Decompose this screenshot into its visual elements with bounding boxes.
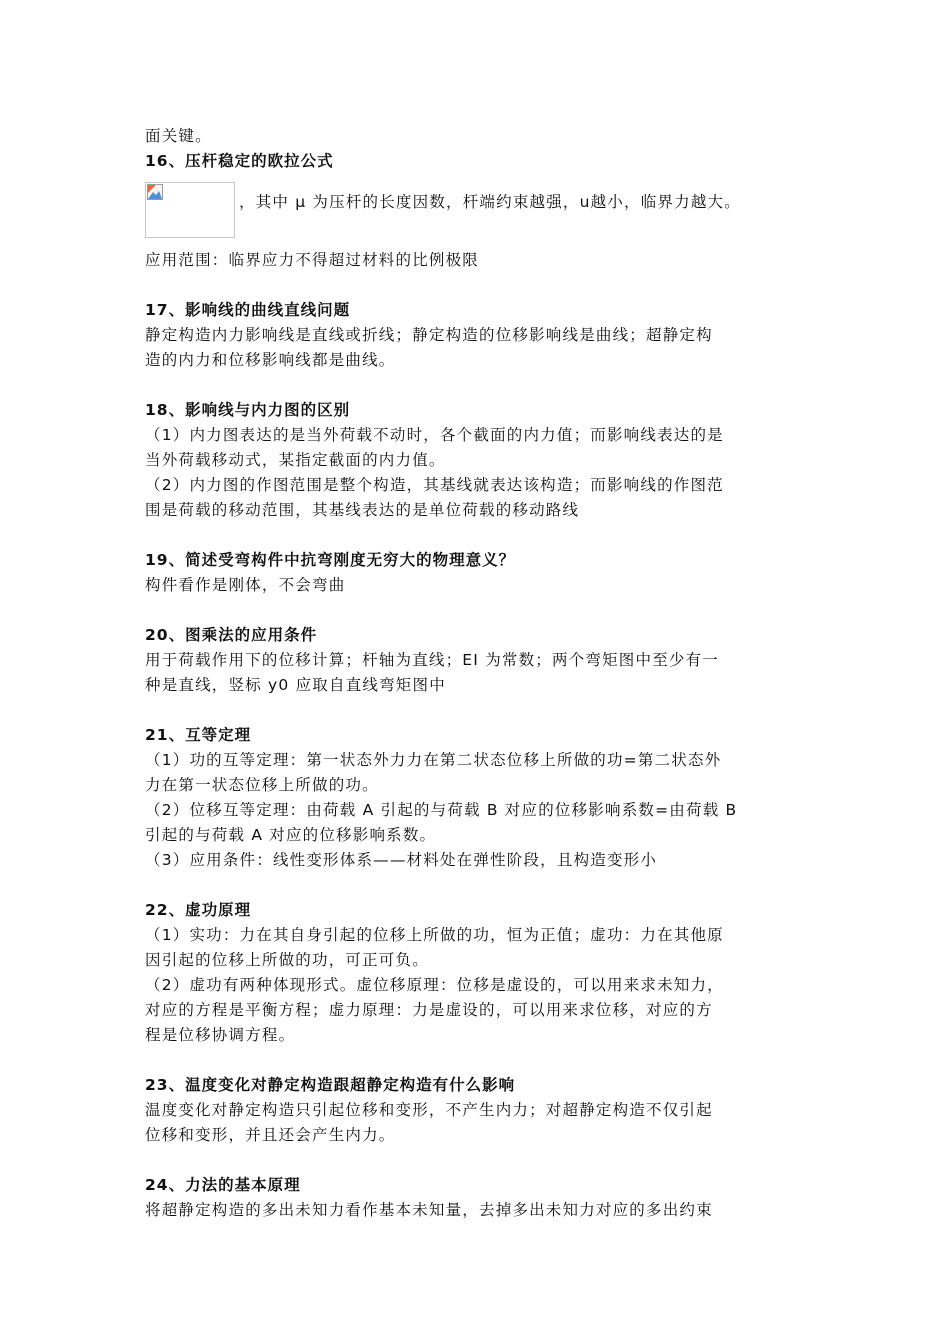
formula-note: ，其中 μ 为压杆的长度因数，杆端约束越强，u越小，临界力越大。 (239, 193, 741, 211)
section-heading-20: 20、图乘法的应用条件 (145, 626, 318, 644)
paragraph-line: 当外荷载移动式，某指定截面的内力值。 (145, 451, 446, 469)
paragraph-line: 种是直线，竖标 y0 应取自直线弯矩图中 (145, 676, 446, 694)
paragraph-line: 造的内力和位移影响线都是曲线。 (145, 351, 396, 369)
paragraph-line: （2）位移互等定理：由荷载 A 引起的与荷载 B 对应的位移影响系数=由荷载 B (145, 801, 738, 819)
section-heading-23: 23、温度变化对静定构造跟超静定构造有什么影响 (145, 1076, 516, 1094)
paragraph-line: （1）功的互等定理：第一状态外力力在第二状态位移上所做的功=第二状态外 (145, 751, 722, 769)
section-heading-18: 18、影响线与内力图的区别 (145, 401, 351, 419)
paragraph-line: 用于荷载作用下的位移计算；杆轴为直线；EI 为常数；两个弯矩图中至少有一 (145, 651, 719, 669)
paragraph-line: 将超静定构造的多出未知力看作基本未知量，去掉多出未知力对应的多出约束 (145, 1201, 713, 1219)
section-heading-22: 22、虚功原理 (145, 901, 252, 919)
paragraph-line: 因引起的位移上所做的功，可正可负。 (145, 951, 429, 969)
paragraph: 应用范围：临界应力不得超过材料的比例极限 (145, 251, 480, 269)
paragraph-line: （2）虚功有两种体现形式。虚位移原理：位移是虚设的，可以用来求未知力， (145, 976, 724, 994)
section-heading-17: 17、影响线的曲线直线问题 (145, 301, 351, 319)
paragraph-line: （1）实功：力在其自身引起的位移上所做的功，恒为正值；虚功：力在其他原 (145, 926, 724, 944)
document-page (145, 124, 810, 1223)
broken-image-icon (147, 184, 163, 200)
paragraph: 面关键。 (145, 127, 212, 145)
paragraph-line: 位移和变形，并且还会产生内力。 (145, 1126, 396, 1144)
paragraph-line: 静定构造内力影响线是直线或折线；静定构造的位移影响线是曲线；超静定构 (145, 326, 713, 344)
paragraph-line: 构件看作是刚体，不会弯曲 (145, 576, 346, 594)
paragraph-line: 力在第一状态位移上所做的功。 (145, 776, 379, 794)
paragraph-line: （1）内力图表达的是当外荷载不动时，各个截面的内力值；而影响线表达的是 (145, 426, 724, 444)
paragraph-line: 温度变化对静定构造只引起位移和变形，不产生内力；对超静定构造不仅引起 (145, 1101, 713, 1119)
paragraph-line: 对应的方程是平衡方程；虚力原理：力是虚设的，可以用来求位移，对应的方 (145, 1001, 713, 1019)
section-heading-16: 16、压杆稳定的欧拉公式 (145, 152, 334, 170)
formula-row (145, 182, 810, 242)
section-heading-24: 24、力法的基本原理 (145, 1176, 301, 1194)
section-heading-21: 21、互等定理 (145, 726, 252, 744)
paragraph-line: （3）应用条件：线性变形体系——材料处在弹性阶段，且构造变形小 (145, 851, 658, 869)
paragraph-line: 引起的与荷载 A 对应的位移影响系数。 (145, 826, 437, 844)
section-heading-19: 19、简述受弯构件中抗弯刚度无穷大的物理意义？ (145, 551, 516, 569)
paragraph-line: 程是位移协调方程。 (145, 1026, 296, 1044)
paragraph-line: 围是荷载的移动范围，其基线表达的是单位荷载的移动路线 (145, 501, 580, 519)
paragraph-line: （2）内力图的作图范围是整个构造，其基线就表达该构造；而影响线的作图范 (145, 476, 724, 494)
formula-image-placeholder (145, 182, 235, 238)
